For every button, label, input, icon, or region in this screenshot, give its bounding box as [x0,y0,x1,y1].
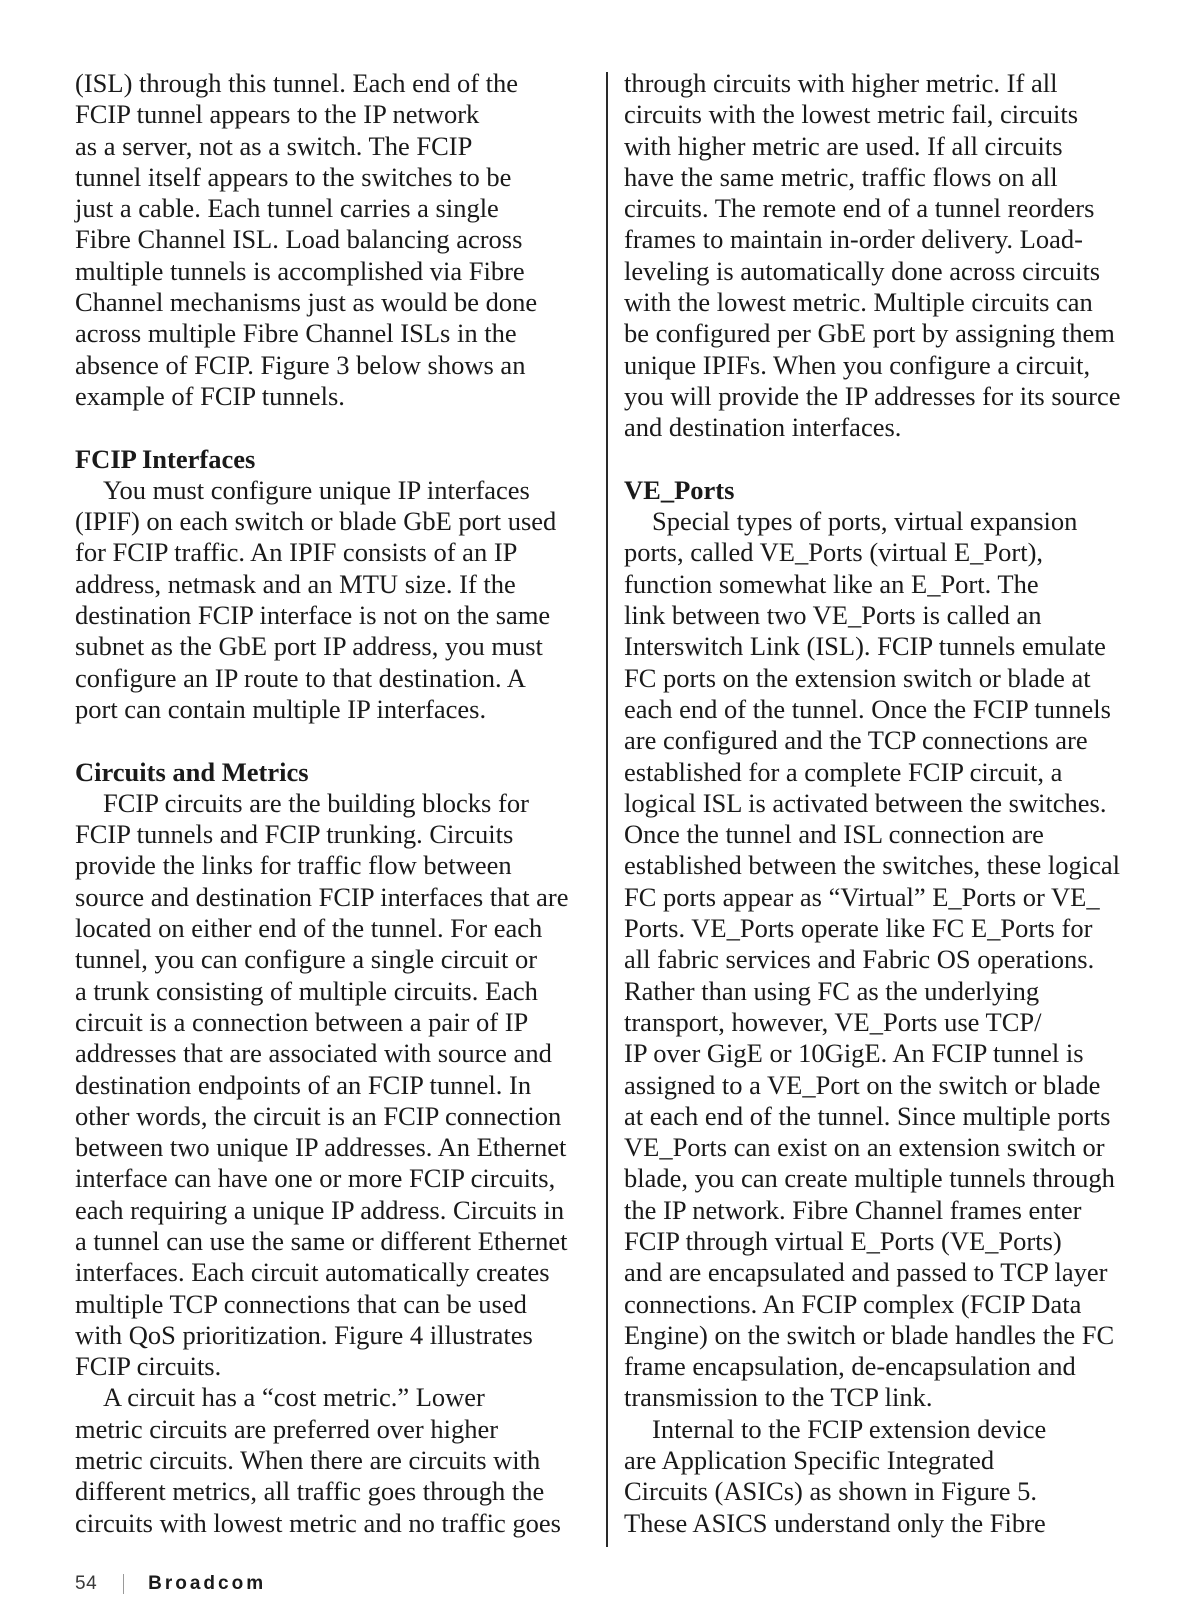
text-line: just a cable. Each tunnel carries a single [75,193,499,224]
text-line: are Application Specific Integrated [624,1445,995,1476]
text-line: all fabric services and Fabric OS operations. [624,944,1095,975]
text-line: transport, however, VE_Ports use TCP/ [624,1006,1042,1037]
text-line: the IP network. Fibre Channel frames enter [624,1194,1082,1225]
text-line: across multiple Fibre Channel ISLs in the [75,318,517,349]
text-line: a trunk consisting of multiple circuits. Each [75,975,538,1006]
text-line: circuits. The remote end of a tunnel reorders [624,193,1095,224]
text-line: metric circuits are preferred over higher [75,1413,499,1444]
right-column [624,68,1144,1539]
text-line: address, netmask and an MTU size. If the [75,568,516,599]
text-line: with the lowest metric. Multiple circuits can [624,287,1093,318]
text-line: FC ports appear as “Virtual” E_Ports or VE_ [624,881,1100,912]
brand-logo-text: Broadcom [148,1573,267,1594]
heading-fcip-interfaces: FCIP Interfaces [75,443,256,474]
text-line: example of FCIP tunnels. [75,380,345,411]
text-line: assigned to a VE_Port on the switch or blade [624,1069,1101,1100]
right-intro-paragraph [624,68,1144,444]
text-line: a tunnel can use the same or different Ethernet [75,1225,568,1256]
text-line: (ISL) through this tunnel. Each end of the [75,68,519,98]
text-line: as a server, not as a switch. The FCIP [75,130,473,161]
text-line: are configured and the TCP connections are [624,725,1088,756]
left-column [75,68,595,1539]
text-line: (IPIF) on each switch or blade GbE port used [75,506,557,537]
text-line: between two unique IP addresses. An Ethernet [75,1132,567,1163]
text-line: circuit is a connection between a pair of IP [75,1006,529,1037]
text-line: multiple tunnels is accomplished via Fibre [75,255,525,286]
text-line: provide the links for traffic flow between [75,850,512,881]
text-line: FCIP tunnels and FCIP trunking. Circuits [75,819,514,850]
text-line: you will provide the IP addresses for its source [624,380,1121,411]
text-line: other words, the circuit is an FCIP connection [75,1100,562,1131]
text-line: FCIP through virtual E_Ports (VE_Ports) [624,1225,1062,1256]
text-line: You must configure unique IP interfaces [103,474,530,505]
text-line: destination FCIP interface is not on the same [75,600,551,631]
text-line: destination endpoints of an FCIP tunnel. In [75,1069,532,1100]
text-line: unique IPIFs. When you configure a circuit, [624,349,1091,380]
text-line: Fibre Channel ISL. Load balancing across [75,224,523,255]
text-line: FC ports on the extension switch or blade at [624,662,1091,693]
text-line: each requiring a unique IP address. Circuits in [75,1194,565,1225]
column-divider [606,72,608,1547]
circuits-paragraph [75,788,595,1383]
text-line: Engine) on the switch or blade handles the FC [624,1319,1115,1350]
page-footer [75,1570,266,1598]
cost-metric-paragraph [75,1382,595,1538]
text-line: Internal to the FCIP extension device [652,1413,1047,1444]
text-line: established between the switches, these logical [624,850,1120,881]
text-line: IP over GigE or 10GigE. An FCIP tunnel is [624,1038,1084,1069]
text-line: have the same metric, traffic flows on all [624,161,1058,192]
text-line: VE_Ports can exist on an extension switch or [624,1132,1105,1163]
text-line: Once the tunnel and ISL connection are [624,819,1044,850]
text-line: FCIP tunnel appears to the IP network [75,99,480,130]
text-line: interfaces. Each circuit automatically creates [75,1257,550,1288]
text-line: port can contain multiple IP interfaces. [75,693,487,724]
text-line: link between two VE_Ports is called an [624,600,1042,631]
text-line: and destination interfaces. [624,412,902,443]
ve-ports-paragraph [624,506,1144,1414]
text-line: established for a complete FCIP circuit, a [624,756,1063,787]
text-line: Channel mechanisms just as would be done [75,287,538,318]
text-line: with QoS prioritization. Figure 4 illustrates [75,1319,533,1350]
text-line: tunnel, you can configure a single circuit or [75,944,538,975]
text-line: Ports. VE_Ports operate like FC E_Ports for [624,913,1093,944]
text-line: different metrics, all traffic goes through the [75,1476,545,1507]
text-line: tunnel itself appears to the switches to be [75,161,512,192]
internal-asics-paragraph [624,1414,1144,1539]
text-line: at each end of the tunnel. Since multiple ports [624,1100,1111,1131]
text-line: A circuit has a “cost metric.” Lower [103,1382,485,1413]
text-line: ports, called VE_Ports (virtual E_Port), [624,537,1044,568]
text-line: connections. An FCIP complex (FCIP Data [624,1288,1082,1319]
text-line: absence of FCIP. Figure 3 below shows an [75,349,526,380]
text-line: Interswitch Link (ISL). FCIP tunnels emulate [624,631,1106,662]
text-line: with higher metric are used. If all circuits [624,130,1063,161]
text-line: leveling is automatically done across circuits [624,255,1101,286]
text-line: for FCIP traffic. An IPIF consists of an IP [75,537,518,568]
fcip-interfaces-paragraph [75,475,595,725]
footer-separator [123,1574,124,1594]
text-line: multiple TCP connections that can be used [75,1288,527,1319]
text-line: transmission to the TCP link. [624,1382,933,1413]
text-line: frames to maintain in-order delivery. Load- [624,224,1083,255]
text-line: Circuits (ASICs) as shown in Figure 5. [624,1476,1037,1507]
text-line: metric circuits. When there are circuits with [75,1445,541,1476]
text-line: subnet as the GbE port IP address, you must [75,631,543,662]
text-line: source and destination FCIP interfaces that are [75,881,569,912]
text-line: through circuits with higher metric. If all [624,68,1058,98]
text-line: be configured per GbE port by assigning them [624,318,1115,349]
text-line: located on either end of the tunnel. For each [75,913,543,944]
text-line: circuits with the lowest metric fail, circuits [624,99,1079,130]
text-line: configure an IP route to that destination. A [75,662,526,693]
text-line: FCIP circuits. [75,1351,222,1382]
heading-circuits-and-metrics: Circuits and Metrics [75,756,309,787]
text-line: and are encapsulated and passed to TCP layer [624,1257,1108,1288]
text-line: FCIP circuits are the building blocks for [103,787,529,818]
text-line: Rather than using FC as the underlying [624,975,1040,1006]
text-line: interface can have one or more FCIP circuits, [75,1163,556,1194]
text-line: circuits with lowest metric and no traffic goes [75,1507,561,1538]
text-line: function somewhat like an E_Port. The [624,568,1039,599]
text-line: Special types of ports, virtual expansion [652,506,1078,537]
text-line: blade, you can create multiple tunnels through [624,1163,1115,1194]
page-number: 54 [75,1573,98,1594]
text-line: addresses that are associated with source and [75,1038,552,1069]
text-line: logical ISL is activated between the switches. [624,787,1107,818]
left-intro-paragraph [75,68,595,412]
heading-ve-ports: VE_Ports [624,474,735,505]
text-line: each end of the tunnel. Once the FCIP tunnels [624,693,1111,724]
text-line: frame encapsulation, de-encapsulation and [624,1351,1076,1382]
text-line: These ASICS understand only the Fibre [624,1507,1046,1538]
